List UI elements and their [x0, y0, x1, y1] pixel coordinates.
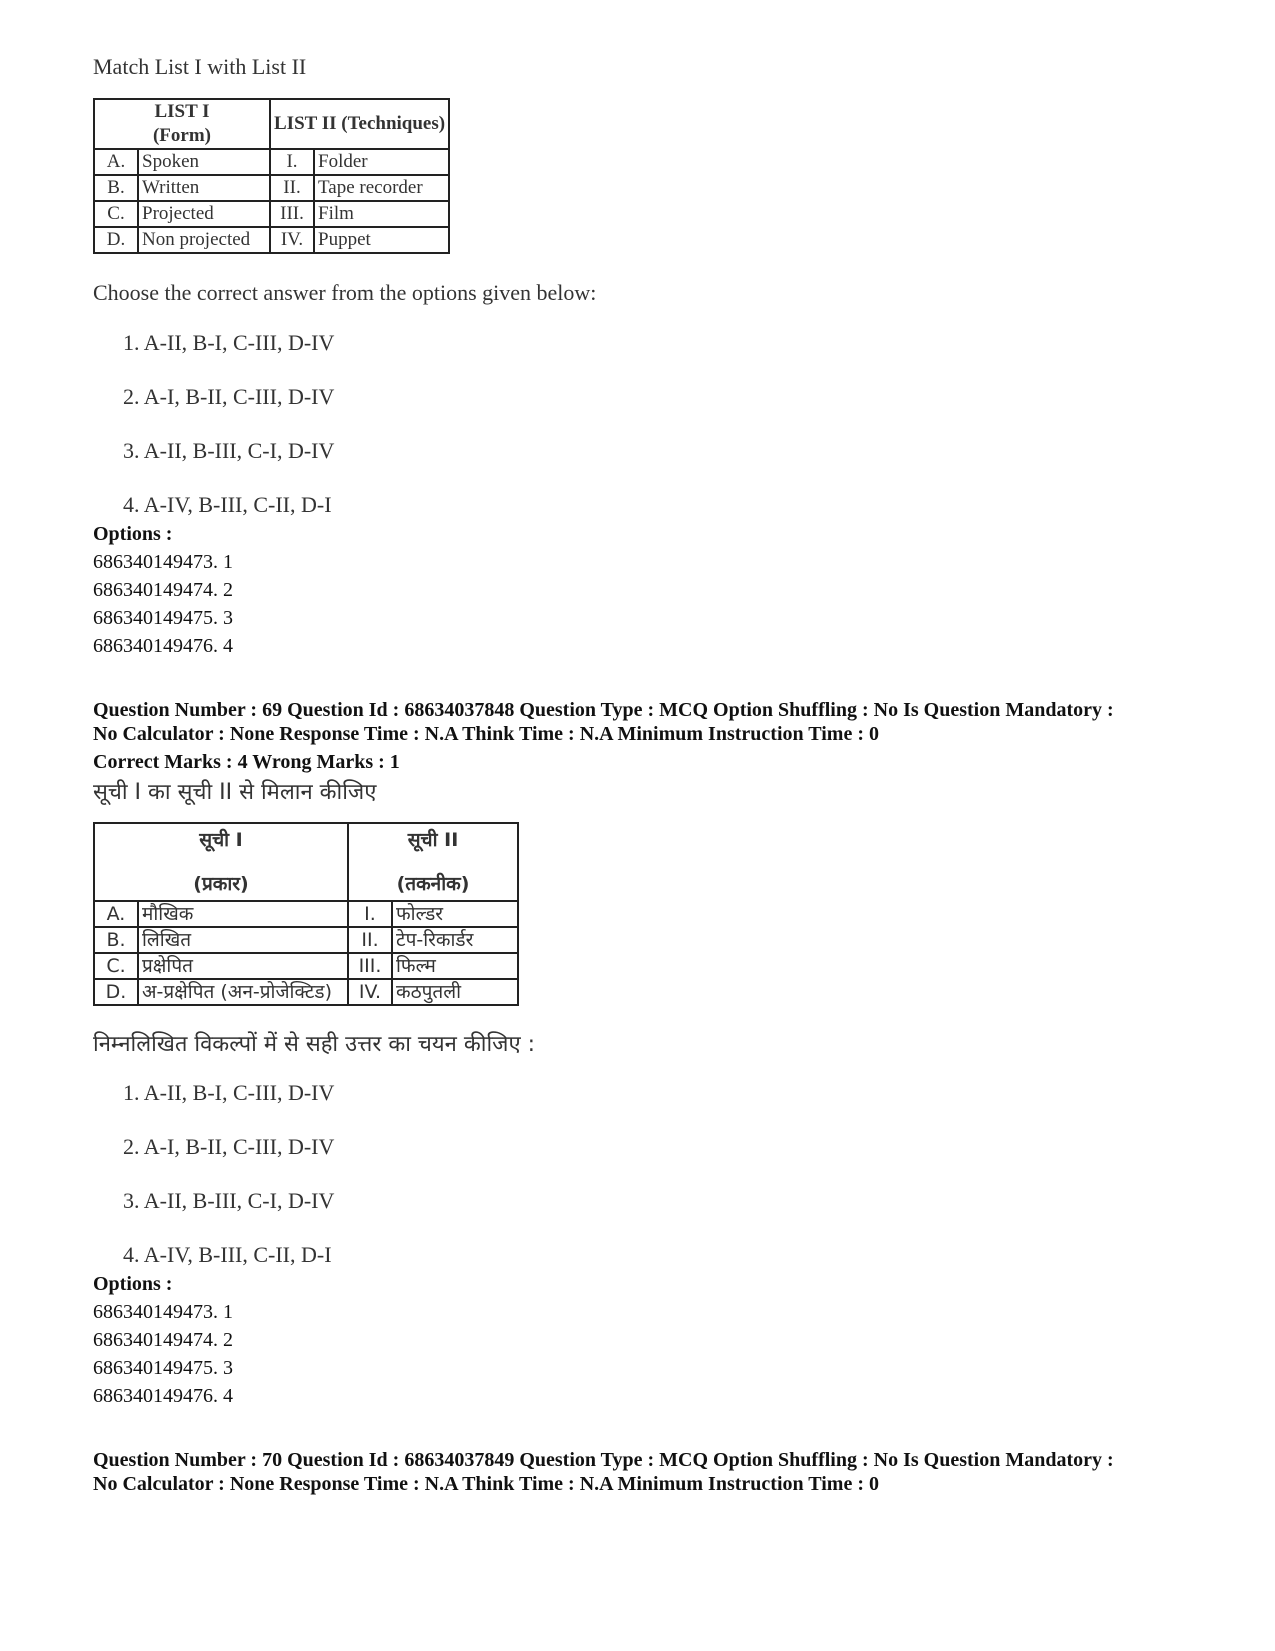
- list-item: 4. A-IV, B-III, C-II, D-I: [123, 492, 332, 517]
- list-2-item: फोल्डर: [392, 901, 518, 927]
- option-line: 686340149476. 4: [93, 635, 233, 657]
- row-letter: B.: [94, 927, 138, 953]
- table-header-row: [94, 99, 449, 149]
- row-letter: A.: [94, 149, 138, 175]
- list-1-item: Non projected: [138, 227, 270, 253]
- list-2-header: [348, 823, 518, 901]
- row-letter: A.: [94, 901, 138, 927]
- answer-alternatives: [93, 1076, 1223, 1270]
- match-table: [93, 822, 519, 1006]
- table-row: [94, 175, 449, 201]
- choose-instruction: Choose the correct answer from the options given below:: [93, 280, 597, 305]
- row-letter: D.: [94, 979, 138, 1005]
- list-item: 4. A-IV, B-III, C-II, D-I: [123, 1242, 332, 1267]
- row-numeral: IV.: [348, 979, 392, 1005]
- table-row: [94, 953, 518, 979]
- list-2-header: LIST II (Techniques): [270, 99, 449, 149]
- question-69-body: [93, 776, 1223, 1270]
- row-numeral: I.: [348, 901, 392, 927]
- exam-page: [93, 54, 1223, 1496]
- row-numeral: III.: [270, 201, 314, 227]
- list-2-item: Puppet: [314, 227, 449, 253]
- list-2-item: Tape recorder: [314, 175, 449, 201]
- table-row: [94, 927, 518, 953]
- question-meta: No Calculator : None Response Time : N.A Think Time : N.A Minimum Instruction Time : 0: [93, 1473, 879, 1495]
- row-letter: D.: [94, 227, 138, 253]
- row-numeral: IV.: [270, 227, 314, 253]
- table-row: [94, 901, 518, 927]
- match-table: [93, 98, 450, 254]
- question-stem: सूची I का सूची II से मिलान कीजिए: [93, 780, 377, 805]
- row-letter: B.: [94, 175, 138, 201]
- list-2-title: सूची II: [407, 829, 459, 851]
- table-header-row: [94, 823, 518, 901]
- list-item: 3. A-II, B-III, C-I, D-IV: [123, 1188, 335, 1213]
- list-1-item: अ-प्रक्षेपित (अन-प्रोजेक्टिड): [138, 979, 348, 1005]
- option-line: 686340149473. 1: [93, 1301, 233, 1323]
- list-1-item: Projected: [138, 201, 270, 227]
- question-meta: Question Number : 69 Question Id : 68634037848 Question Type : MCQ Option Shuffling : No Is Question Mandatory :: [93, 699, 1114, 721]
- list-item: 2. A-I, B-II, C-III, D-IV: [123, 384, 335, 409]
- list-1-header: [94, 823, 348, 901]
- list-1-title: सूची I: [199, 829, 243, 851]
- answer-alternatives: [93, 326, 1223, 520]
- list-1-item: मौखिक: [138, 901, 348, 927]
- list-item: 2. A-I, B-II, C-III, D-IV: [123, 1134, 335, 1159]
- row-letter: C.: [94, 201, 138, 227]
- list-2-item: कठपुतली: [392, 979, 518, 1005]
- list-2-subtitle: (तकनीक): [396, 873, 470, 895]
- list-1-item: लिखित: [138, 927, 348, 953]
- table-row: [94, 979, 518, 1005]
- list-item: 3. A-II, B-III, C-I, D-IV: [123, 438, 335, 463]
- list-2-item: फिल्म: [392, 953, 518, 979]
- list-2-item: Film: [314, 201, 449, 227]
- list-1-header: LIST I (Form): [94, 99, 270, 149]
- table-row: [94, 201, 449, 227]
- options-label: Options :: [93, 1273, 173, 1295]
- choose-instruction: निम्नलिखित विकल्पों में से सही उत्तर का चयन कीजिए :: [93, 1032, 536, 1057]
- option-line: 686340149474. 2: [93, 1329, 233, 1351]
- options-label: Options :: [93, 523, 173, 545]
- option-line: 686340149475. 3: [93, 1357, 233, 1379]
- option-line: 686340149474. 2: [93, 579, 233, 601]
- row-numeral: II.: [270, 175, 314, 201]
- list-1-item: Spoken: [138, 149, 270, 175]
- question-meta: Question Number : 70 Question Id : 68634037849 Question Type : MCQ Option Shuffling : No Is Question Mandatory :: [93, 1449, 1114, 1471]
- row-numeral: I.: [270, 149, 314, 175]
- row-numeral: II.: [348, 927, 392, 953]
- list-item: 1. A-II, B-I, C-III, D-IV: [123, 330, 335, 355]
- table-row: [94, 227, 449, 253]
- option-line: 686340149475. 3: [93, 607, 233, 629]
- question-meta: No Calculator : None Response Time : N.A Think Time : N.A Minimum Instruction Time : 0: [93, 723, 879, 745]
- option-line: 686340149473. 1: [93, 551, 233, 573]
- list-1-item: Written: [138, 175, 270, 201]
- option-line: 686340149476. 4: [93, 1385, 233, 1407]
- question-68-body: [93, 54, 1223, 520]
- question-stem: Match List I with List II: [93, 54, 307, 79]
- list-1-subtitle: (प्रकार): [193, 873, 249, 895]
- row-letter: C.: [94, 953, 138, 979]
- row-numeral: III.: [348, 953, 392, 979]
- list-item: 1. A-II, B-I, C-III, D-IV: [123, 1080, 335, 1105]
- list-2-item: टेप-रिकार्डर: [392, 927, 518, 953]
- marks-line: Correct Marks : 4 Wrong Marks : 1: [93, 751, 400, 773]
- list-1-item: प्रक्षेपित: [138, 953, 348, 979]
- list-2-item: Folder: [314, 149, 449, 175]
- table-row: [94, 149, 449, 175]
